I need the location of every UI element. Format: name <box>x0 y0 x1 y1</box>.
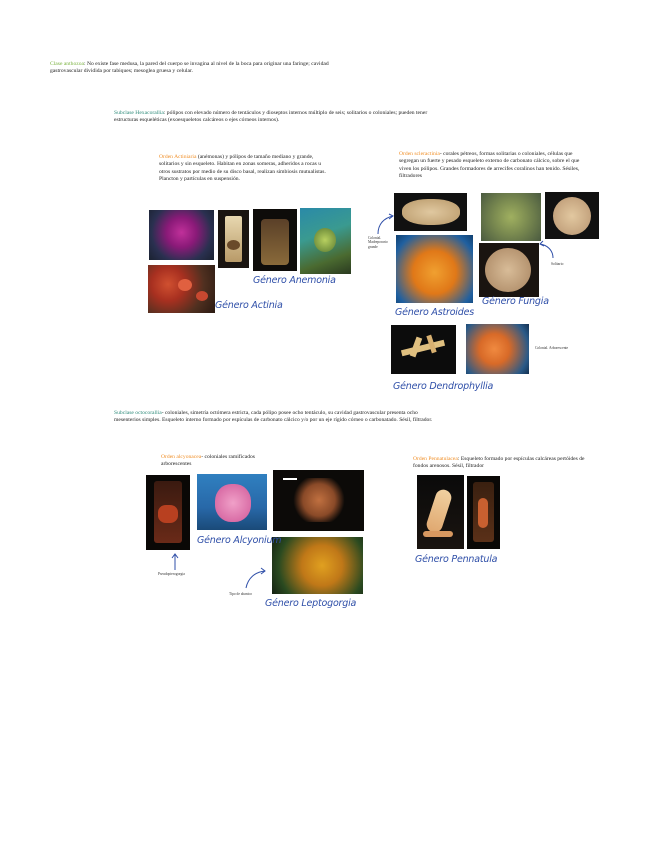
alcyonacea-heading: Orden alcyonacea <box>161 454 202 460</box>
photo-dendrophyllia-orange <box>466 324 529 374</box>
photo-leptogorgia <box>272 537 363 594</box>
scleractinia-paragraph <box>399 151 587 181</box>
photo-fungia-bottom <box>479 243 539 297</box>
photo-red-anemones <box>148 265 215 313</box>
note-solitario: Solitario <box>551 262 564 266</box>
genus-leptogorgia-label: Género Leptogorgia <box>265 598 357 609</box>
actiniaria-text: (anémonas) y pólipos de tamaño mediano y grande, solitarios y sin esqueleto. Habitan en zonas someras, adheridos a rocas u otros sustratos por medio de su disco basal, realizan simbiosis mutualistas. Plancton y partículas en suspensión. <box>159 154 326 183</box>
genus-astroides-label: Género Astroides <box>395 307 474 318</box>
intro-paragraph <box>50 61 352 76</box>
actiniaria-paragraph <box>159 154 329 184</box>
hexacorallia-heading: Subclase Hexacorallia <box>114 110 164 116</box>
photo-sea-fan <box>273 470 364 531</box>
photo-pennatula-live <box>417 475 464 549</box>
scleractinia-text: - corales pétreos, formas solitarias o coloniales, células que segregan un fuerte y pesado esqueleto externo de carbonato cálcico, sobre el que viven los pólipos. Grandes formadores de arrecifes coralinos han tenido. Sésiles, filtradores <box>399 151 580 180</box>
octocorallia-text: - coloniales, simetría octómera estricta, cada pólipo posee ocho tentáculo, su cavidad gastrovascular presenta ocho mesenterios simples. Esqueleto interno formado por espículas de carbonato cálcico y/o por un eje rígido córneo o carbonatado. Sésil, filtrador. <box>114 410 433 424</box>
photo-pink-alcyonium <box>197 474 267 530</box>
genus-fungia-label: Género Fungia <box>482 296 549 307</box>
genus-anemonia-label: Género Anemonia <box>253 275 336 286</box>
arrow-icon <box>376 212 396 236</box>
alcyonacea-paragraph <box>161 454 271 469</box>
pennatulacea-text: : Esqueleto formado por espículas calcáreas pertóides de fondos arenosos. Sésil, filtrador <box>413 456 585 470</box>
note-tipo-abanico: Tipo de abanico <box>229 592 253 596</box>
actiniaria-heading: Orden Actiniaria <box>159 154 197 160</box>
note-pseudopterogorgia: Pseudopterogorgia <box>158 572 185 576</box>
octocorallia-paragraph <box>114 410 444 425</box>
alcyonacea-text: - coloniales ramificados arborescentes <box>161 454 255 468</box>
photo-specimen-jar-1 <box>218 210 249 268</box>
photo-pseudopterogorgia-jar <box>146 475 190 550</box>
note-colonial-madreporario: Colonial. Madreporario grande <box>368 236 388 249</box>
photo-dendrophyllia-skeleton <box>391 325 456 374</box>
photo-fungia-top <box>545 192 599 239</box>
photo-purple-anemone <box>149 210 214 260</box>
arrow-icon <box>243 568 267 590</box>
photo-pennatula-jar <box>467 476 500 549</box>
hexacorallia-text: : pólipos con elevado número de tentáculos y dioseptos internos múltiplo de seis; solitarios o coloniales; pueden tener estructuras esqueléticas (exoesqueletos calcáreos o ejes córneos internos). <box>114 110 428 124</box>
octocorallia-heading: Subclase octocorallia <box>114 410 162 416</box>
genus-alcyonium-label: Género Alcyonium <box>197 535 282 546</box>
photo-brain-coral <box>394 193 467 231</box>
photo-specimen-jar-2 <box>253 209 297 271</box>
genus-pennatula-label: Género Pennatula <box>415 554 498 565</box>
genus-actinia-label: Género Actinia <box>215 300 283 311</box>
hexacorallia-paragraph <box>114 110 434 125</box>
intro-text: : No existe fase medusa, la pared del cuerpo se invagina al nivel de la boca para originar una faringe; cavidad gastrovascular dividida por tabiques; mesoglea gruesa y celular. <box>50 61 329 75</box>
arrow-icon <box>537 240 557 260</box>
pennatulacea-heading: Orden Pennatulacea <box>413 456 458 462</box>
note-colonial-arborescente: Colonial. Arborescente <box>535 346 569 350</box>
class-heading: Clase anthozoa <box>50 61 85 67</box>
arrow-icon <box>170 553 180 571</box>
pennatulacea-paragraph <box>413 456 589 471</box>
photo-orange-astroides <box>396 235 473 303</box>
photo-green-anemone <box>300 208 351 274</box>
photo-green-coral-colony <box>481 193 541 241</box>
scleractinia-heading: Orden scleractinia <box>399 151 440 157</box>
genus-dendrophyllia-label: Género Dendrophyllia <box>393 381 494 392</box>
